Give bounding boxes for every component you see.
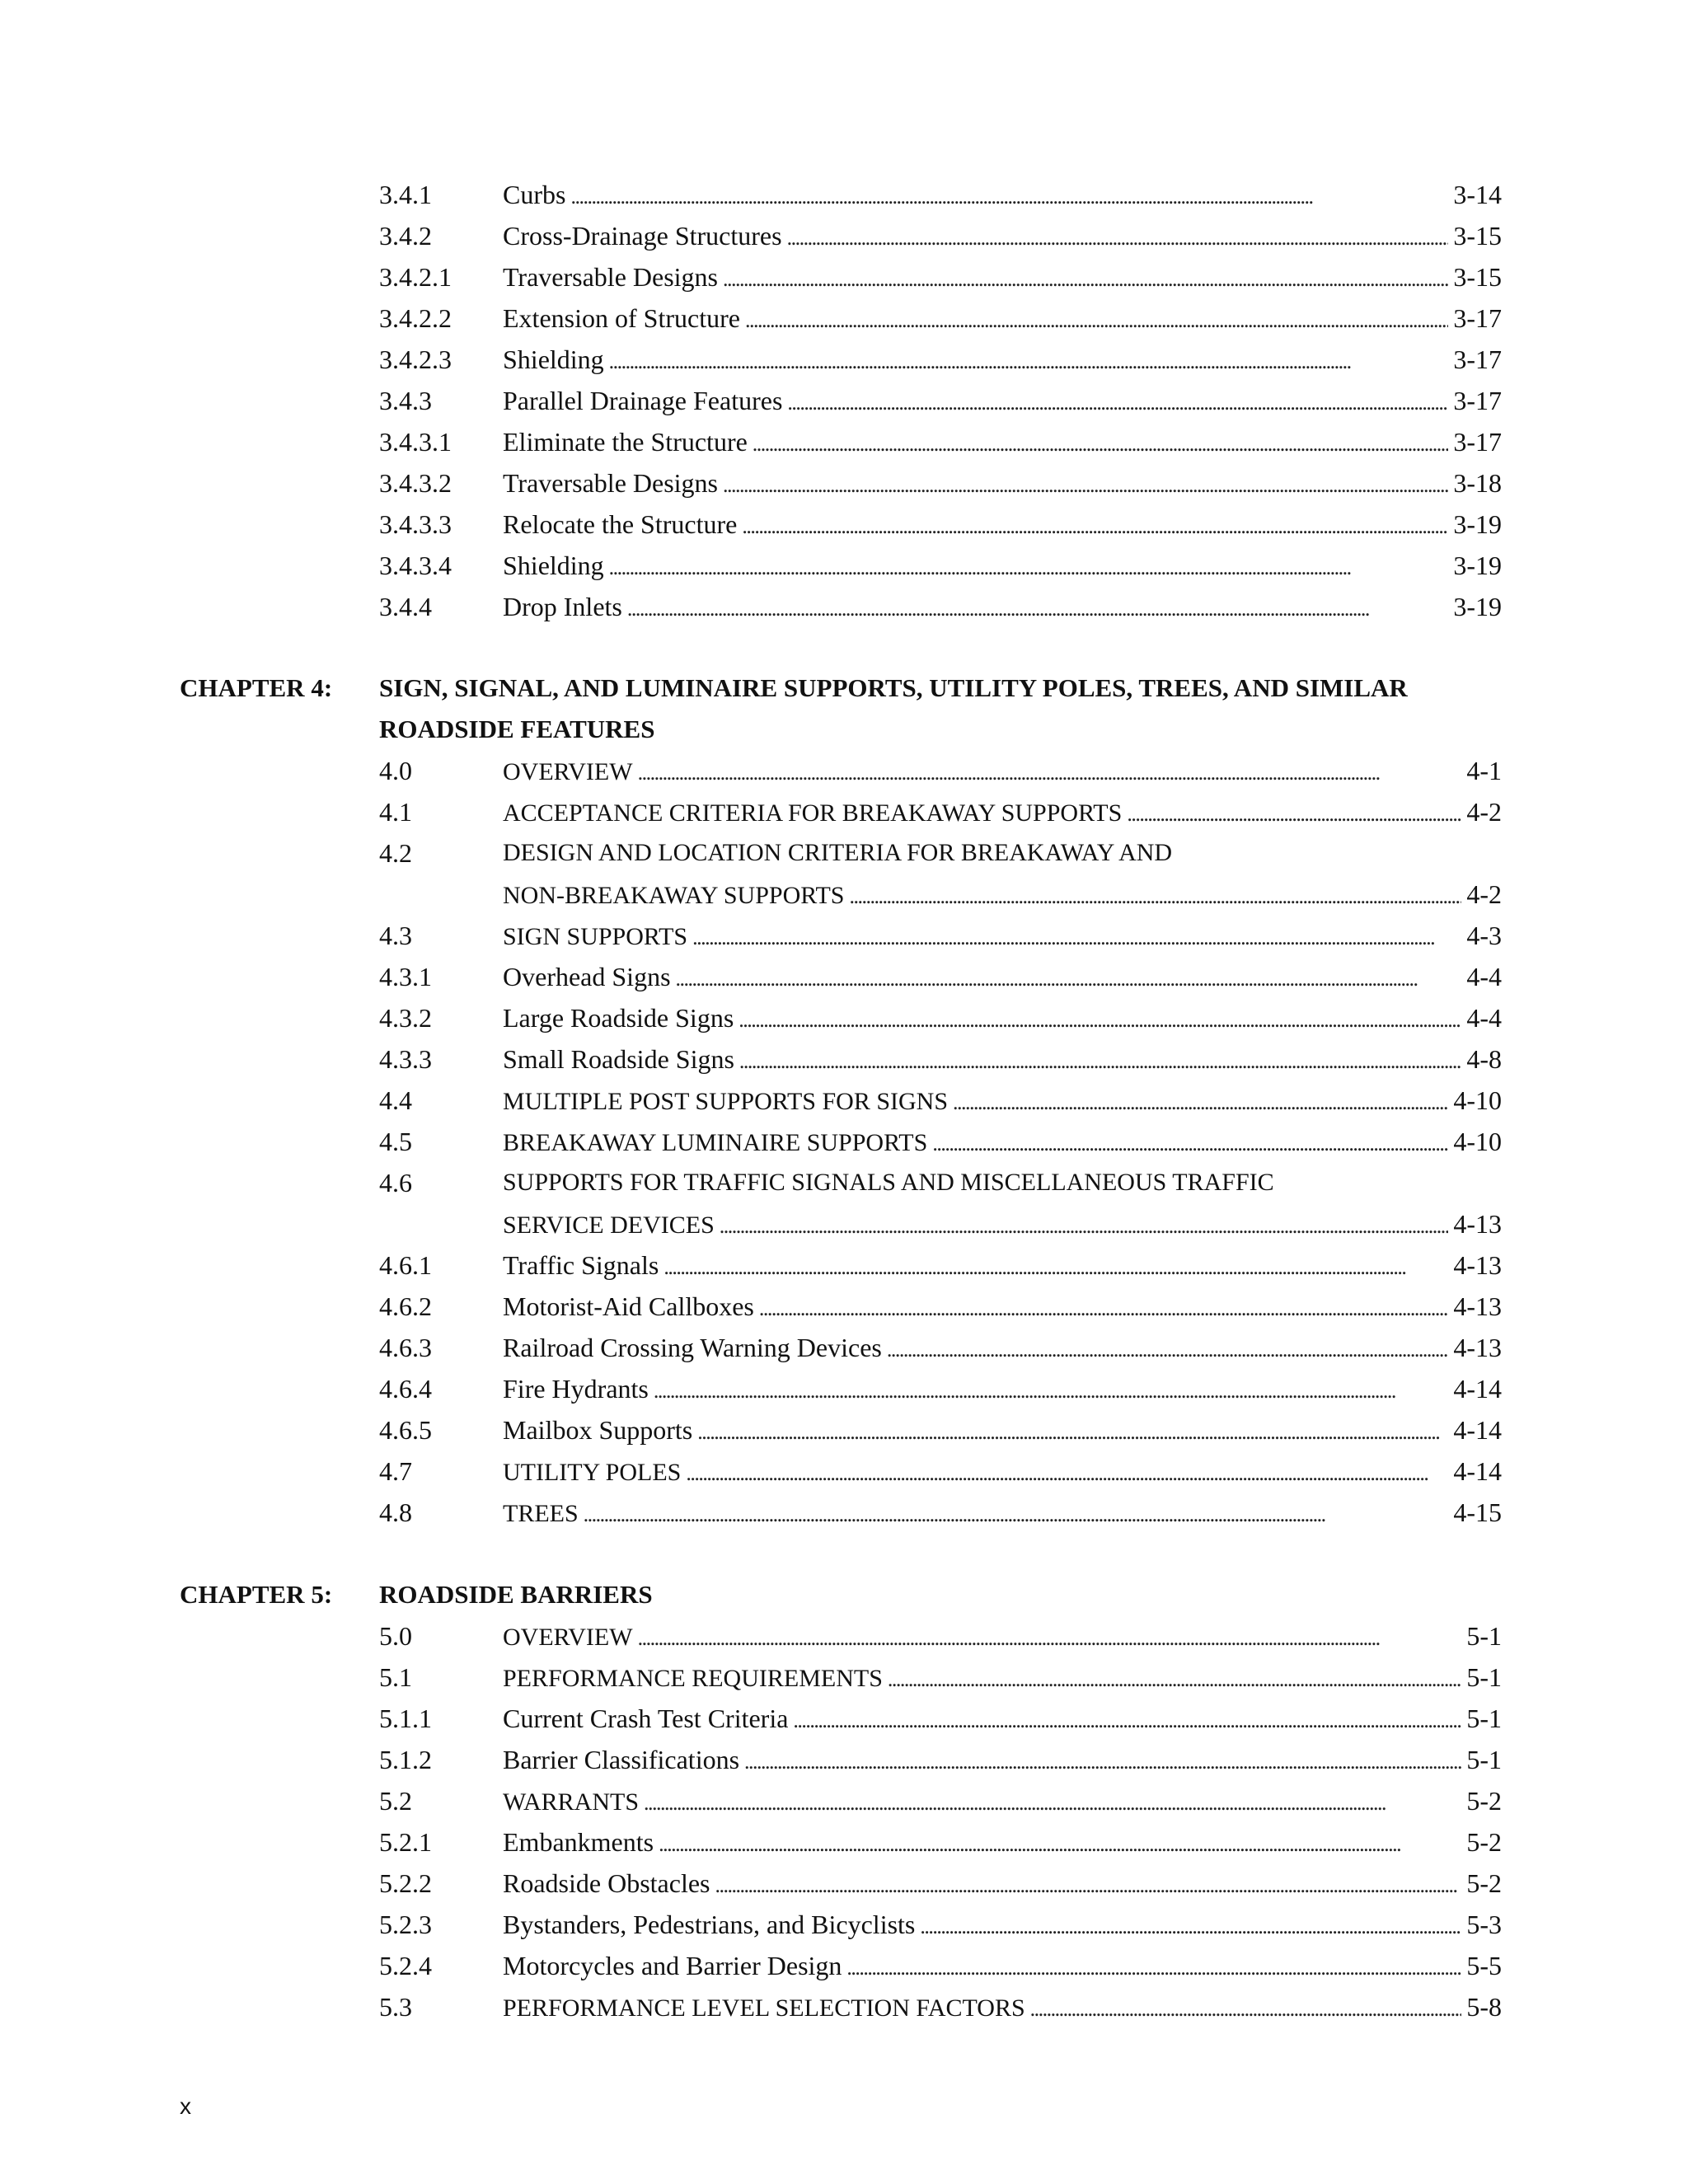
dot-leader <box>723 259 1448 300</box>
toc-entry-line <box>503 750 1502 794</box>
toc-entry-page: 4-2 <box>1466 879 1502 909</box>
dot-leader <box>759 1288 1448 1329</box>
dot-leader <box>1127 794 1461 835</box>
toc-entry-number: 4.6.1 <box>379 1250 432 1280</box>
toc-entry <box>0 1203 1688 1244</box>
toc-entry-page: 4-14 <box>1453 1456 1502 1486</box>
toc-entry-page: 3-15 <box>1453 262 1502 292</box>
toc-entry-title: NON-BREAKAWAY SUPPORTS <box>503 882 845 909</box>
toc-entry-page: 3-19 <box>1453 592 1502 621</box>
toc-entry-title: SUPPORTS FOR TRAFFIC SIGNALS AND MISCELLANEOUS TRAFFIC <box>503 1169 1274 1196</box>
toc-entry-title: Shielding <box>503 551 604 580</box>
toc-entry-number: 4.4 <box>379 1085 412 1115</box>
dot-leader <box>609 547 1449 588</box>
toc-entry-line <box>503 1780 1502 1824</box>
toc-entry-line <box>503 1821 1502 1865</box>
toc-entry-line <box>503 339 1502 382</box>
toc-entry-title: Traversable Designs <box>503 468 718 498</box>
toc-entry-number: 4.5 <box>379 1127 412 1156</box>
toc-entry-line <box>503 586 1502 630</box>
toc-entry-line <box>503 1945 1502 1989</box>
toc-entry-page: 5-2 <box>1466 1827 1502 1857</box>
toc-entry-title: Cross-Drainage Structures <box>503 221 782 251</box>
toc-entry-line <box>503 1615 1502 1659</box>
toc-entry-line <box>503 1492 1502 1535</box>
toc-entry-title: ACCEPTANCE CRITERIA FOR BREAKAWAY SUPPORTS <box>503 799 1123 827</box>
toc-entry-title: Barrier Classifications <box>503 1745 740 1774</box>
toc-entry-number: 3.4.2.2 <box>379 303 452 333</box>
toc-entry-title: Overhead Signs <box>503 962 671 991</box>
toc-entry-title: Current Crash Test Criteria <box>503 1704 789 1733</box>
toc-entry-page: 4-2 <box>1466 797 1502 827</box>
toc-entry <box>0 462 1688 504</box>
dot-leader <box>787 382 1448 424</box>
page-number: x <box>180 2093 191 2119</box>
toc-entry-title: Small Roadside Signs <box>503 1044 734 1074</box>
toc-entry-line <box>503 1409 1502 1453</box>
toc-entry-page: 5-1 <box>1466 1621 1502 1651</box>
toc-entry-number: 3.4.3.1 <box>379 427 452 457</box>
dot-leader <box>659 1824 1461 1865</box>
toc-entry-number: 3.4.2.1 <box>379 262 452 292</box>
toc-entry-number: 4.8 <box>379 1497 412 1527</box>
chapter-4-title-line-2: ROADSIDE FEATURES <box>379 715 655 743</box>
toc-entry-line <box>503 421 1502 465</box>
toc-entry-number: 3.4.3.3 <box>379 509 452 539</box>
toc-entry-title: WARRANTS <box>503 1788 640 1816</box>
toc-entry <box>0 421 1688 462</box>
toc-entry-line <box>503 1698 1502 1741</box>
toc-entry-line <box>503 956 1502 1000</box>
toc-entry-line <box>503 1368 1502 1412</box>
toc-entry-line <box>503 1203 1502 1247</box>
toc-entry-page: 3-17 <box>1453 303 1502 333</box>
toc-entry-number: 3.4.2 <box>379 221 432 251</box>
dot-leader <box>644 1783 1461 1824</box>
toc-entry-number: 3.4.3.4 <box>379 551 452 580</box>
dot-leader <box>887 1329 1448 1371</box>
toc-entry <box>0 545 1688 586</box>
toc-entry <box>0 1368 1688 1409</box>
toc-entry-line <box>503 298 1502 341</box>
toc-entry <box>0 1244 1688 1286</box>
dot-leader <box>744 1741 1461 1783</box>
toc-entry-page: 4-3 <box>1466 921 1502 950</box>
toc-entry-line <box>503 1986 1502 2030</box>
toc-entry-number: 4.6.2 <box>379 1291 432 1321</box>
toc-entry-line <box>503 504 1502 547</box>
toc-entry-line <box>503 1162 1502 1203</box>
toc-entry-page: 3-19 <box>1453 551 1502 580</box>
toc-entry <box>0 1698 1688 1739</box>
toc-entry-number: 3.4.4 <box>379 592 432 621</box>
toc-entry-page: 5-8 <box>1466 1992 1502 2022</box>
dot-leader <box>638 1618 1462 1659</box>
toc-entry-page: 3-14 <box>1453 180 1502 209</box>
toc-entry-line <box>503 791 1502 835</box>
toc-entry <box>0 1986 1688 2027</box>
toc-entry <box>0 956 1688 997</box>
toc-entry-number: 5.2.1 <box>379 1827 432 1857</box>
toc-entry <box>0 915 1688 956</box>
toc-entry-title: Shielding <box>503 344 604 374</box>
toc-entry <box>0 586 1688 627</box>
toc-entry-title: Bystanders, Pedestrians, and Bicyclists <box>503 1910 916 1939</box>
dot-leader <box>715 1865 1462 1906</box>
toc-entry-number: 5.2.4 <box>379 1951 432 1980</box>
toc-entry <box>0 298 1688 339</box>
toc-entry-page: 4-13 <box>1453 1291 1502 1321</box>
toc-entry-title: Railroad Crossing Warning Devices <box>503 1333 882 1362</box>
dot-leader <box>697 1412 1448 1453</box>
toc-entry-title: MULTIPLE POST SUPPORTS FOR SIGNS <box>503 1088 949 1115</box>
toc-entry-title: SERVICE DEVICES <box>503 1212 715 1239</box>
toc-entry-line <box>503 1863 1502 1906</box>
toc-entry <box>0 1945 1688 1986</box>
toc-entry <box>0 1492 1688 1533</box>
toc-entry-page: 4-4 <box>1466 962 1502 991</box>
toc-entry <box>0 215 1688 256</box>
toc-entry-number: 4.3.3 <box>379 1044 432 1074</box>
toc-entry-title: Motorcycles and Barrier Design <box>503 1951 842 1980</box>
toc-entry <box>0 874 1688 915</box>
toc-entry-page: 4-14 <box>1453 1374 1502 1404</box>
toc-entry-line <box>503 1080 1502 1123</box>
dot-leader <box>1030 1989 1462 2030</box>
toc-entry-number: 4.2 <box>379 838 412 868</box>
toc-entry <box>0 1121 1688 1162</box>
dot-leader <box>663 1247 1448 1288</box>
toc-entry-number: 5.3 <box>379 1992 412 2022</box>
toc-entry-line <box>503 545 1502 588</box>
toc-entry-title: Drop Inlets <box>503 592 622 621</box>
toc-entry <box>0 832 1688 874</box>
toc-entry-title: Motorist-Aid Callboxes <box>503 1291 754 1321</box>
toc-entry-page: 4-13 <box>1453 1250 1502 1280</box>
toc-entry <box>0 1409 1688 1451</box>
toc-entry-page: 5-2 <box>1466 1868 1502 1898</box>
toc-entry-title: Eliminate the Structure <box>503 427 748 457</box>
dot-leader <box>932 1123 1448 1165</box>
toc-entry <box>0 1739 1688 1780</box>
toc-entry-line <box>503 380 1502 424</box>
toc-entry-number: 5.2.2 <box>379 1868 432 1898</box>
toc-entry-title: PERFORMANCE REQUIREMENTS <box>503 1665 883 1692</box>
toc-entry-line <box>503 1244 1502 1288</box>
dot-leader <box>846 1947 1461 1989</box>
dot-leader <box>692 917 1461 958</box>
toc-entry <box>0 1615 1688 1657</box>
chapter-5-label: CHAPTER 5: <box>180 1580 333 1609</box>
toc-entry-page: 4-13 <box>1453 1333 1502 1362</box>
dot-leader <box>739 1041 1461 1082</box>
toc-entry-title: Roadside Obstacles <box>503 1868 710 1898</box>
toc-entry <box>0 1038 1688 1080</box>
toc-entry-line <box>503 1451 1502 1494</box>
toc-entry-title: Fire Hydrants <box>503 1374 649 1404</box>
toc-entry-line <box>503 1739 1502 1783</box>
chapter-4-title <box>379 668 1500 750</box>
toc-entry-page: 4-1 <box>1466 756 1502 785</box>
dot-leader <box>627 588 1448 630</box>
toc-entry <box>0 339 1688 380</box>
toc-entry <box>0 380 1688 421</box>
toc-entry-number: 4.3 <box>379 921 412 950</box>
toc-entry <box>0 1904 1688 1945</box>
toc-entry-title: TREES <box>503 1500 579 1527</box>
toc-entry <box>0 1451 1688 1492</box>
toc-entry <box>0 504 1688 545</box>
dot-leader <box>570 176 1448 218</box>
toc-entry <box>0 1080 1688 1121</box>
toc-entry-line <box>503 1327 1502 1371</box>
dot-leader <box>676 958 1462 1000</box>
dot-leader <box>686 1453 1448 1494</box>
dot-leader <box>654 1371 1448 1412</box>
toc-entry <box>0 997 1688 1038</box>
toc-entry-line <box>503 874 1502 917</box>
toc-entry-title: Curbs <box>503 180 566 209</box>
toc-entry-line <box>503 215 1502 259</box>
toc-entry-title: DESIGN AND LOCATION CRITERIA FOR BREAKAWAY AND <box>503 839 1173 866</box>
toc-entry-line <box>503 462 1502 506</box>
dot-leader <box>953 1082 1448 1123</box>
toc-entry-title: UTILITY POLES <box>503 1459 682 1486</box>
toc-entry-number: 4.7 <box>379 1456 412 1486</box>
toc-entry-number: 4.6 <box>379 1168 412 1197</box>
toc-entry-line <box>503 1904 1502 1947</box>
toc-entry-page: 5-1 <box>1466 1704 1502 1733</box>
toc-entry-title: Traffic Signals <box>503 1250 659 1280</box>
toc-entry-title: Embankments <box>503 1827 654 1857</box>
toc-entry-line <box>503 1121 1502 1165</box>
toc-entry-page: 5-5 <box>1466 1951 1502 1980</box>
toc-entry <box>0 1863 1688 1904</box>
toc-entry-title: Parallel Drainage Features <box>503 386 783 415</box>
toc-entry-title: OVERVIEW <box>503 758 633 785</box>
dot-leader <box>793 1700 1461 1741</box>
toc-entry-line <box>503 1286 1502 1329</box>
toc-entry-line <box>503 832 1502 874</box>
toc-entry-page: 4-15 <box>1453 1497 1502 1527</box>
toc-entry-number: 4.3.2 <box>379 1003 432 1033</box>
toc-entry-title: Traversable Designs <box>503 262 718 292</box>
toc-entry-number: 4.6.4 <box>379 1374 432 1404</box>
toc-entry-page: 3-17 <box>1453 386 1502 415</box>
toc-entry-page: 3-17 <box>1453 427 1502 457</box>
toc-entry-title: OVERVIEW <box>503 1624 633 1651</box>
toc-entry-line <box>503 915 1502 958</box>
toc-entry-title: SIGN SUPPORTS <box>503 923 688 950</box>
dot-leader <box>584 1494 1449 1535</box>
dot-leader <box>849 876 1461 917</box>
toc-entry-line <box>503 1657 1502 1700</box>
chapter-4-label: CHAPTER 4: <box>180 673 333 702</box>
toc-entry-number: 5.1 <box>379 1662 412 1692</box>
toc-entry-title: Extension of Structure <box>503 303 740 333</box>
dot-leader <box>638 752 1462 794</box>
dot-leader <box>723 465 1448 506</box>
toc-entry-page: 3-18 <box>1453 468 1502 498</box>
toc-entry <box>0 1780 1688 1821</box>
toc-entry-page: 5-1 <box>1466 1745 1502 1774</box>
toc-entry <box>0 1821 1688 1863</box>
toc-entry-title: Large Roadside Signs <box>503 1003 734 1033</box>
toc-entry-number: 5.1.2 <box>379 1745 432 1774</box>
toc-entry-title: PERFORMANCE LEVEL SELECTION FACTORS <box>503 1994 1025 2022</box>
toc-entry-page: 4-14 <box>1453 1415 1502 1445</box>
toc-entry-page: 3-19 <box>1453 509 1502 539</box>
chapter-4-title-line-1: SIGN, SIGNAL, AND LUMINAIRE SUPPORTS, UTILITY POLES, TREES, AND SIMILAR <box>379 673 1408 702</box>
toc-entry-page: 5-3 <box>1466 1910 1502 1939</box>
toc-entry-page: 4-4 <box>1466 1003 1502 1033</box>
toc-entry-number: 3.4.2.3 <box>379 344 452 374</box>
toc-entry-number: 4.6.3 <box>379 1333 432 1362</box>
toc-entry-number: 5.2 <box>379 1786 412 1816</box>
dot-leader <box>888 1659 1461 1700</box>
toc-entry-line <box>503 997 1502 1041</box>
toc-entry-page: 4-8 <box>1466 1044 1502 1074</box>
dot-leader <box>609 341 1449 382</box>
toc-entry-page: 5-2 <box>1466 1786 1502 1816</box>
toc-entry-page: 4-10 <box>1453 1085 1502 1115</box>
toc-entry <box>0 1162 1688 1203</box>
toc-entry-number: 5.0 <box>379 1621 412 1651</box>
dot-leader <box>920 1906 1461 1947</box>
dot-leader <box>787 218 1449 259</box>
toc-entry-number: 4.6.5 <box>379 1415 432 1445</box>
toc-entry-number: 4.1 <box>379 797 412 827</box>
toc-entry-number: 5.1.1 <box>379 1704 432 1733</box>
toc-entry-page: 4-13 <box>1453 1209 1502 1239</box>
toc-entry-title: BREAKAWAY LUMINAIRE SUPPORTS <box>503 1129 928 1156</box>
toc-entry-page: 5-1 <box>1466 1662 1502 1692</box>
toc-entry-line <box>503 1038 1502 1082</box>
toc-entry <box>0 174 1688 215</box>
toc-entry-number: 4.0 <box>379 756 412 785</box>
toc-entry-number: 3.4.3 <box>379 386 432 415</box>
dot-leader <box>753 424 1449 465</box>
dot-leader <box>742 506 1448 547</box>
toc-entry <box>0 1286 1688 1327</box>
toc-entry-title: Relocate the Structure <box>503 509 738 539</box>
toc-entry-number: 4.3.1 <box>379 962 432 991</box>
dot-leader <box>738 1000 1461 1041</box>
toc-entry-number: 3.4.1 <box>379 180 432 209</box>
toc-entry-number: 5.2.3 <box>379 1910 432 1939</box>
toc-entry <box>0 1657 1688 1698</box>
toc-entry-page: 4-10 <box>1453 1127 1502 1156</box>
toc-entry-title: Mailbox Supports <box>503 1415 693 1445</box>
chapter-5-title-line-1: ROADSIDE BARRIERS <box>379 1580 653 1609</box>
toc-entry <box>0 750 1688 791</box>
toc-entry <box>0 256 1688 298</box>
dot-leader <box>745 300 1448 341</box>
toc-entry-line <box>503 256 1502 300</box>
toc-entry <box>0 1327 1688 1368</box>
toc-entry-number: 3.4.3.2 <box>379 468 452 498</box>
toc-entry-page: 3-17 <box>1453 344 1502 374</box>
toc-entry-page: 3-15 <box>1453 221 1502 251</box>
toc-entry-line <box>503 174 1502 218</box>
toc-entry <box>0 791 1688 832</box>
dot-leader <box>720 1206 1449 1247</box>
chapter-5-title <box>379 1574 1500 1615</box>
